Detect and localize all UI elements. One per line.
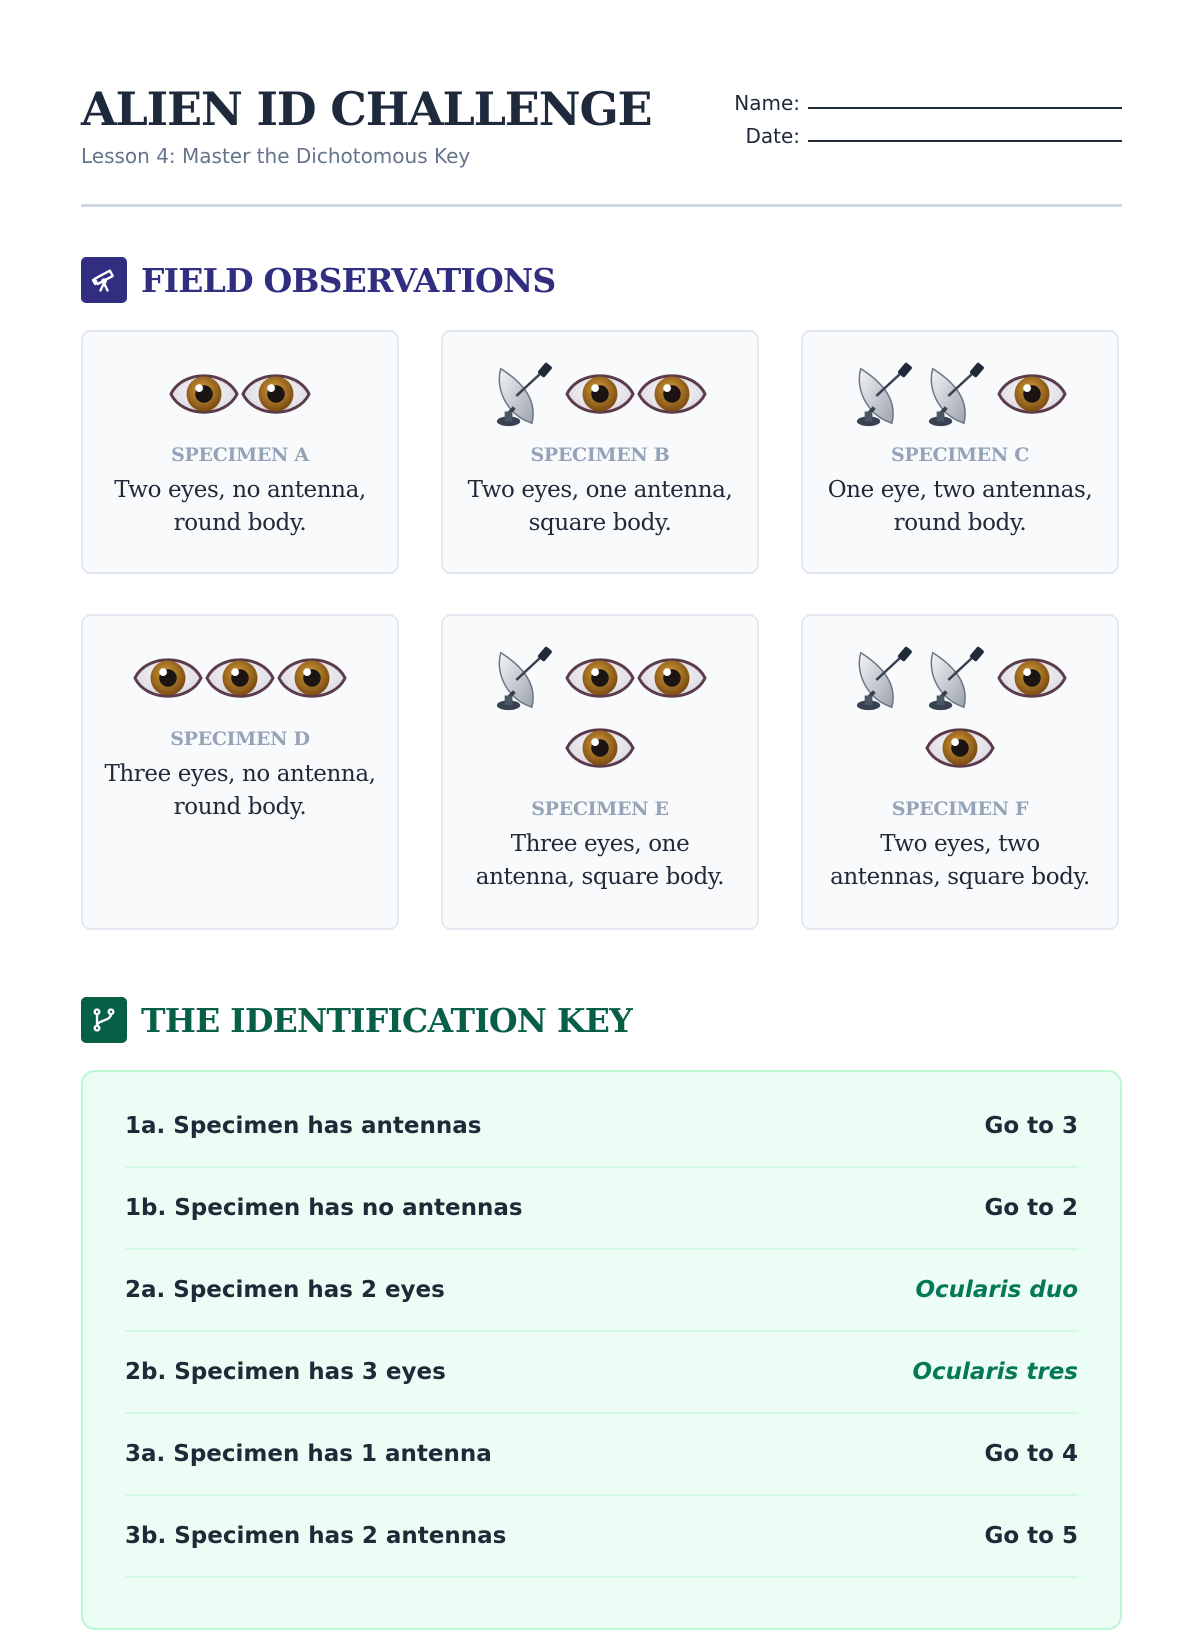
specimen-glyphs	[480, 360, 720, 428]
eye-icon	[205, 644, 275, 712]
date-field[interactable]	[734, 115, 1122, 148]
eye-icon	[637, 360, 707, 428]
page-title: ALIEN ID CHALLENGE	[81, 82, 652, 136]
key-species-result: Ocularis tres	[912, 1359, 1078, 1385]
key-species-result: Ocularis duo	[915, 1277, 1078, 1303]
eye-icon	[169, 360, 239, 428]
key-row	[125, 1332, 1078, 1414]
name-field[interactable]	[734, 82, 1122, 115]
key-goto-result: Go to 2	[984, 1195, 1078, 1221]
specimen-card	[81, 614, 399, 930]
satellite-antenna-icon	[925, 360, 995, 428]
date-label: Date:	[745, 124, 800, 148]
specimen-label: SPECIMEN C	[890, 444, 1030, 466]
satellite-antenna-icon	[493, 360, 563, 428]
observations-heading	[81, 257, 555, 303]
key-statement: 2b. Specimen has 3 eyes	[125, 1359, 446, 1385]
key-goto-result: Go to 4	[984, 1441, 1078, 1467]
name-label: Name:	[734, 91, 800, 115]
specimen-card	[441, 330, 759, 574]
specimen-glyphs	[840, 360, 1080, 428]
key-row	[125, 1496, 1078, 1578]
key-statement: 2a. Specimen has 2 eyes	[125, 1277, 445, 1303]
branch-icon	[81, 997, 127, 1043]
key-title: THE IDENTIFICATION KEY	[141, 1000, 632, 1040]
satellite-antenna-icon	[853, 360, 923, 428]
telescope-icon	[81, 257, 127, 303]
key-row	[125, 1086, 1078, 1168]
specimen-label: SPECIMEN F	[891, 798, 1029, 820]
eye-icon	[925, 714, 995, 782]
key-row	[125, 1250, 1078, 1332]
specimen-label: SPECIMEN A	[171, 444, 309, 466]
eye-icon	[133, 644, 203, 712]
key-statement: 3b. Specimen has 2 antennas	[125, 1523, 507, 1549]
worksheet-header	[81, 0, 1122, 207]
eye-icon	[637, 644, 707, 712]
satellite-antenna-icon	[925, 644, 995, 712]
specimen-description: Three eyes, one antenna, square body.	[475, 831, 725, 890]
eye-icon	[565, 714, 635, 782]
specimen-glyphs	[120, 644, 360, 712]
specimen-card	[81, 330, 399, 574]
eye-icon	[241, 360, 311, 428]
key-row	[125, 1168, 1078, 1250]
eye-icon	[565, 644, 635, 712]
eye-icon	[997, 360, 1067, 428]
key-goto-result: Go to 5	[984, 1523, 1078, 1549]
key-statement: 3a. Specimen has 1 antenna	[125, 1441, 492, 1467]
satellite-antenna-icon	[853, 644, 923, 712]
specimen-glyphs	[480, 644, 720, 782]
date-blank-line[interactable]	[808, 140, 1122, 142]
specimen-card	[801, 614, 1119, 930]
specimen-description: One eye, two antennas, round body.	[827, 477, 1093, 536]
key-row	[125, 1414, 1078, 1496]
identification-key	[81, 1070, 1122, 1630]
worksheet-content	[81, 0, 1122, 1549]
specimen-description: Two eyes, two antennas, square body.	[830, 831, 1090, 890]
specimen-label: SPECIMEN E	[531, 798, 669, 820]
eye-icon	[277, 644, 347, 712]
specimen-label: SPECIMEN D	[170, 728, 310, 750]
specimen-glyphs	[840, 644, 1080, 782]
key-heading	[81, 997, 632, 1043]
eye-icon	[997, 644, 1067, 712]
specimen-description: Three eyes, no antenna, round body.	[104, 761, 376, 820]
page-subtitle: Lesson 4: Master the Dichotomous Key	[81, 144, 471, 168]
specimen-description: Two eyes, no antenna, round body.	[114, 477, 366, 536]
key-statement: 1a. Specimen has antennas	[125, 1113, 482, 1139]
key-statement: 1b. Specimen has no antennas	[125, 1195, 523, 1221]
student-info	[734, 82, 1122, 148]
eye-icon	[565, 360, 635, 428]
observations-title: FIELD OBSERVATIONS	[141, 260, 556, 300]
specimen-label: SPECIMEN B	[530, 444, 670, 466]
specimen-glyphs	[120, 360, 360, 428]
key-goto-result: Go to 3	[984, 1113, 1078, 1139]
name-blank-line[interactable]	[808, 107, 1122, 109]
satellite-antenna-icon	[493, 644, 563, 712]
specimen-card	[801, 330, 1119, 574]
specimen-card	[441, 614, 759, 930]
specimen-description: Two eyes, one antenna, square body.	[467, 477, 733, 536]
